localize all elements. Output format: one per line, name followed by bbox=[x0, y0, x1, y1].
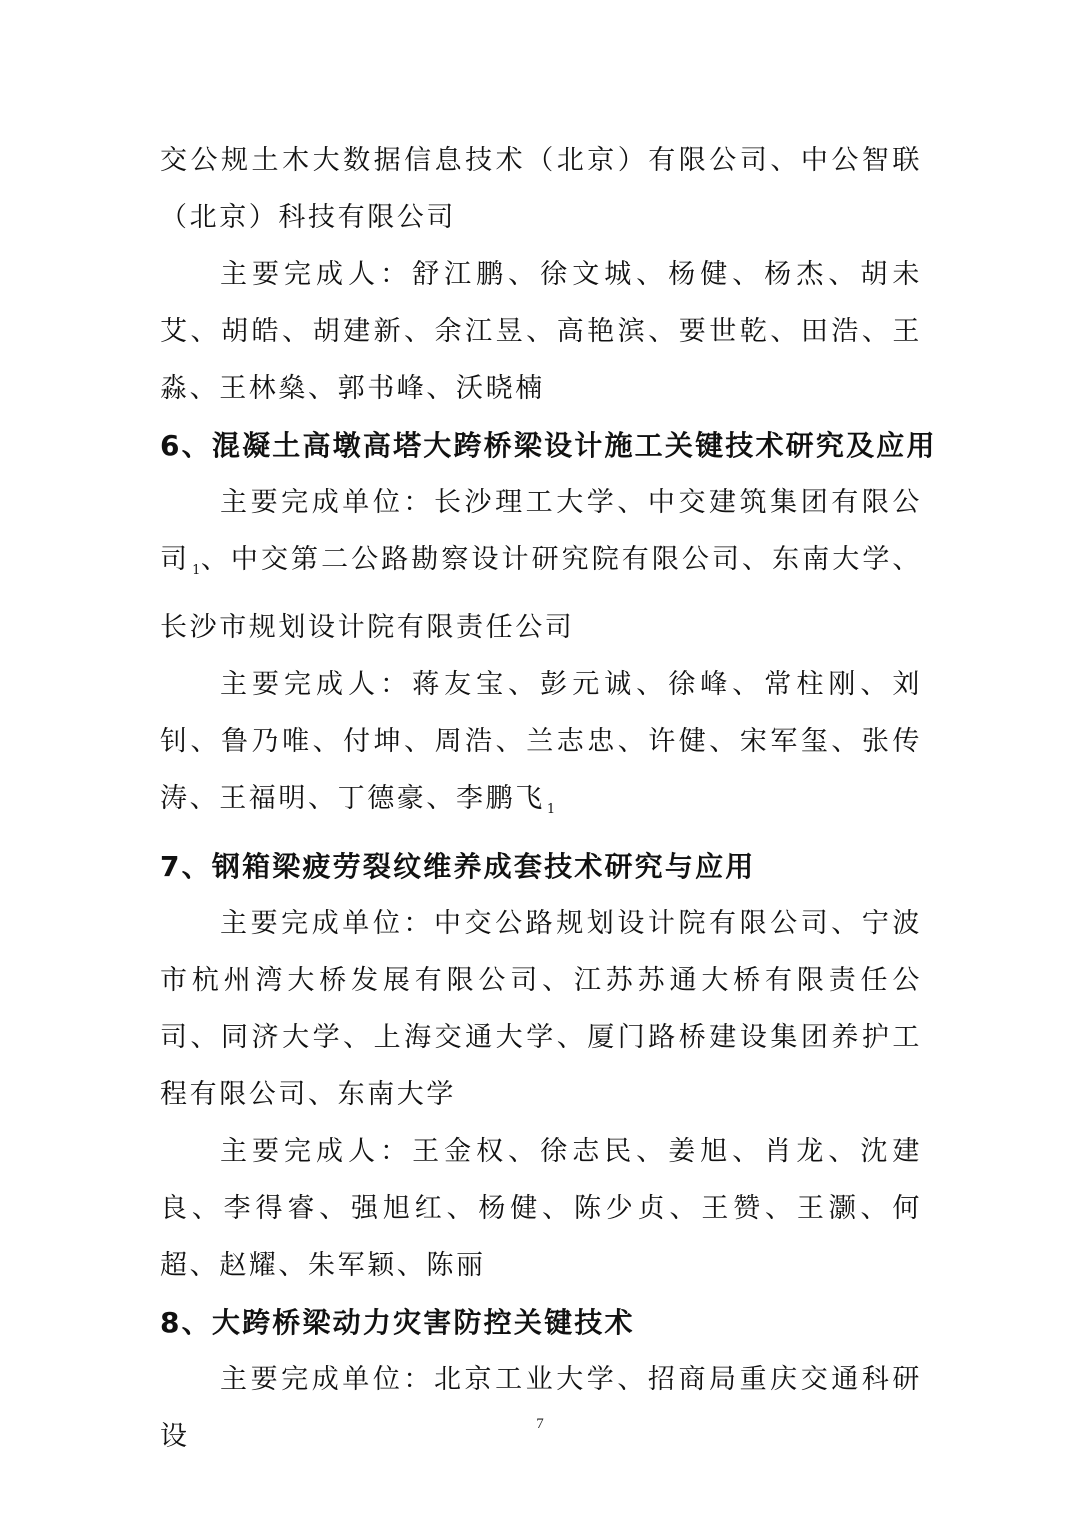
people-list: 蒋友宝、彭元诚、徐峰、常柱刚、刘钊、鲁乃唯、付坤、周浩、兰志忠、许健、宋军玺、张传涛、王福明、丁德豪、李鹏飞 bbox=[160, 669, 922, 814]
people-label: 主要完成人： bbox=[220, 259, 413, 290]
page-number: 7 bbox=[536, 1416, 544, 1432]
units-list: 长沙理工大学、中交建筑集团有限公司 bbox=[160, 487, 922, 575]
item-heading-6: 6、混凝土高墩高塔大跨桥梁设计施工关键技术研究及应用 bbox=[160, 429, 937, 462]
units-label: 主要完成单位： bbox=[220, 487, 434, 518]
units-paragraph-8 bbox=[160, 1351, 922, 1465]
people-paragraph-6 bbox=[160, 656, 922, 838]
document-body bbox=[160, 132, 937, 1465]
footnote-mark: 1 bbox=[546, 802, 556, 817]
continued-units-text bbox=[160, 132, 922, 246]
units-paragraph-7 bbox=[160, 895, 922, 1123]
people-label: 主要完成人： bbox=[220, 1136, 413, 1167]
people-label: 主要完成人： bbox=[220, 669, 413, 700]
people-paragraph-7 bbox=[160, 1123, 922, 1294]
continued-people-paragraph bbox=[160, 246, 922, 417]
people-list: 舒江鹏、徐文城、杨健、杨杰、胡未艾、胡皓、胡建新、余江昱、高艳滨、要世乾、田浩、王淼、王林燊、郭书峰、沃晓楠 bbox=[160, 259, 922, 404]
item-heading-8: 8、大跨桥梁动力灾害防控关键技术 bbox=[160, 1306, 635, 1339]
footnote-mark: 1 bbox=[192, 563, 201, 578]
units-list: 北京工业大学、招商局重庆交通科研设 bbox=[160, 1364, 922, 1452]
people-list: 王金权、徐志民、姜旭、肖龙、沈建良、李得睿、强旭红、杨健、陈少贞、王赞、王灏、何超、赵耀、朱军颖、陈丽 bbox=[160, 1136, 922, 1281]
units-list-continued: 、中交第二公路勘察设计研究院有限公司、东南大学、长沙市规划设计院有限责任公司 bbox=[160, 544, 922, 643]
units-list: 中交公路规划设计院有限公司、宁波市杭州湾大桥发展有限公司、江苏苏通大桥有限责任公司、同济大学、上海交通大学、厦门路桥建设集团养护工程有限公司、东南大学 bbox=[160, 908, 922, 1110]
units-label: 主要完成单位： bbox=[220, 1364, 434, 1395]
units-label: 主要完成单位： bbox=[220, 908, 434, 939]
continued-units-value: 交公规土木大数据信息技术（北京）有限公司、中公智联（北京）科技有限公司 bbox=[160, 145, 922, 233]
units-paragraph-6 bbox=[160, 474, 922, 656]
item-heading-7: 7、钢箱梁疲劳裂纹维养成套技术研究与应用 bbox=[160, 850, 756, 883]
